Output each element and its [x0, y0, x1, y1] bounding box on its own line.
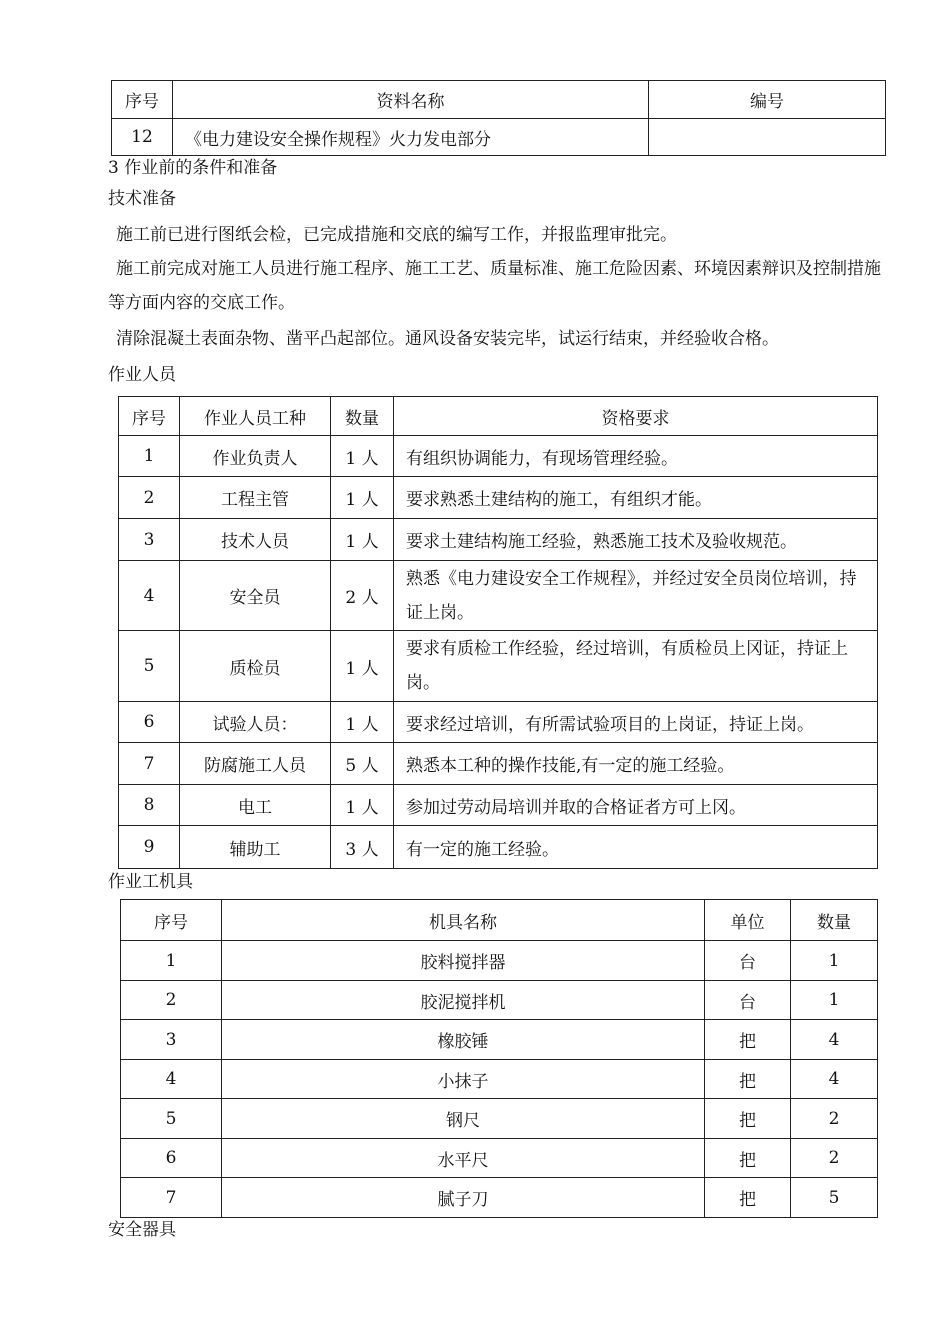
table-row	[121, 1099, 878, 1139]
cell-no: 4	[121, 1060, 222, 1099]
cell-qty: 1 人	[331, 702, 394, 743]
table-row	[119, 743, 878, 785]
cell-no: 9	[119, 826, 180, 869]
tech-prep-paragraph-1: 施工前已进行图纸会检，已完成措施和交底的编写工作，并报监理审批完。	[116, 225, 677, 245]
cell-name: 胶泥搅拌机	[222, 981, 705, 1020]
col-header-qty: 数量	[331, 397, 394, 436]
cell-no: 1	[121, 941, 222, 981]
tools-table	[120, 899, 878, 1218]
cell-unit: 台	[705, 981, 791, 1020]
cell-unit: 把	[705, 1099, 791, 1139]
cell-no: 7	[119, 743, 180, 785]
cell-code	[649, 119, 886, 156]
cell-name: 腻子刀	[222, 1178, 705, 1218]
cell-no: 5	[119, 631, 180, 702]
col-header-no: 序号	[121, 900, 222, 941]
cell-req: 参加过劳动局培训并取的合格证者方可上冈。	[394, 785, 878, 826]
table-row	[121, 1060, 878, 1099]
cell-no: 12	[112, 119, 173, 156]
cell-name: 橡胶锤	[222, 1020, 705, 1060]
cell-unit: 把	[705, 1139, 791, 1178]
table-row	[119, 702, 878, 743]
cell-req: 熟悉《电力建设安全工作规程》，并经过安全员岗位培训，持证上岗。	[394, 561, 878, 631]
cell-name: 《电力建设安全操作规程》火力发电部分	[173, 119, 649, 156]
cell-role: 技术人员	[180, 519, 331, 561]
cell-req: 要求经过培训，有所需试验项目的上岗证，持证上岗。	[394, 702, 878, 743]
table-row	[112, 119, 886, 156]
cell-req: 要求土建结构施工经验，熟悉施工技术及验收规范。	[394, 519, 878, 561]
staff-table	[118, 396, 878, 869]
table-row	[121, 981, 878, 1020]
cell-qty: 1 人	[331, 785, 394, 826]
reference-table	[111, 80, 886, 156]
cell-role: 试验人员：	[180, 702, 331, 743]
col-header-qty: 数量	[791, 900, 878, 941]
section-title: 3 作业前的条件和准备	[108, 158, 278, 178]
cell-no: 6	[119, 702, 180, 743]
cell-qty: 4	[791, 1060, 878, 1099]
cell-qty: 1	[791, 941, 878, 981]
cell-qty: 2 人	[331, 561, 394, 631]
col-header-name: 机具名称	[222, 900, 705, 941]
cell-unit: 把	[705, 1178, 791, 1218]
cell-qty: 1 人	[331, 436, 394, 477]
safety-title: 安全器具	[108, 1220, 176, 1240]
cell-role: 电工	[180, 785, 331, 826]
table-header-row	[119, 397, 878, 436]
cell-qty: 1 人	[331, 631, 394, 702]
table-row	[119, 519, 878, 561]
cell-role: 辅助工	[180, 826, 331, 869]
cell-qty: 3 人	[331, 826, 394, 869]
cell-name: 钢尺	[222, 1099, 705, 1139]
cell-req: 要求熟悉土建结构的施工，有组织才能。	[394, 477, 878, 519]
cell-no: 5	[121, 1099, 222, 1139]
table-row	[119, 785, 878, 826]
table-row	[121, 941, 878, 981]
cell-role: 质检员	[180, 631, 331, 702]
tech-prep-paragraph-2: 施工前完成对施工人员进行施工程序、施工工艺、质量标准、施工危险因素、环境因素辩识及控制措施等方面内容的交底工作。	[108, 259, 881, 313]
cell-req: 熟悉本工种的操作技能,有一定的施工经验。	[394, 743, 878, 785]
tools-title: 作业工机具	[108, 872, 193, 892]
cell-role: 防腐施工人员	[180, 743, 331, 785]
cell-req: 有一定的施工经验。	[394, 826, 878, 869]
cell-name: 胶料搅拌器	[222, 941, 705, 981]
table-header-row	[121, 900, 878, 941]
cell-qty: 4	[791, 1020, 878, 1060]
tech-prep-paragraph-3: 清除混凝土表面杂物、凿平凸起部位。通风设备安装完毕，试运行结束，并经验收合格。	[116, 329, 779, 349]
cell-qty: 2	[791, 1139, 878, 1178]
tech-prep-title: 技术准备	[108, 189, 176, 209]
cell-no: 3	[119, 519, 180, 561]
cell-no: 6	[121, 1139, 222, 1178]
cell-role: 工程主管	[180, 477, 331, 519]
cell-qty: 2	[791, 1099, 878, 1139]
table-row	[119, 561, 878, 631]
cell-unit: 把	[705, 1060, 791, 1099]
col-header-role: 作业人员工种	[180, 397, 331, 436]
cell-no: 4	[119, 561, 180, 631]
col-header-unit: 单位	[705, 900, 791, 941]
cell-qty: 5	[791, 1178, 878, 1218]
cell-unit: 把	[705, 1020, 791, 1060]
cell-qty: 1 人	[331, 519, 394, 561]
table-row	[119, 477, 878, 519]
cell-no: 2	[119, 477, 180, 519]
table-row	[121, 1020, 878, 1060]
cell-name: 小抹子	[222, 1060, 705, 1099]
table-header-row	[112, 81, 886, 119]
table-row	[119, 631, 878, 702]
cell-qty: 5 人	[331, 743, 394, 785]
table-row	[121, 1139, 878, 1178]
cell-name: 水平尺	[222, 1139, 705, 1178]
cell-qty: 1	[791, 981, 878, 1020]
cell-no: 2	[121, 981, 222, 1020]
col-header-no: 序号	[112, 81, 173, 119]
cell-unit: 台	[705, 941, 791, 981]
cell-no: 8	[119, 785, 180, 826]
cell-no: 7	[121, 1178, 222, 1218]
col-header-req: 资格要求	[394, 397, 878, 436]
cell-qty: 1 人	[331, 477, 394, 519]
staff-title: 作业人员	[108, 365, 176, 385]
cell-req: 有组织协调能力，有现场管理经验。	[394, 436, 878, 477]
table-row	[121, 1178, 878, 1218]
cell-req: 要求有质检工作经验，经过培训，有质检员上冈证，持证上岗。	[394, 631, 878, 702]
table-row	[119, 826, 878, 869]
cell-no: 3	[121, 1020, 222, 1060]
table-row	[119, 436, 878, 477]
cell-role: 安全员	[180, 561, 331, 631]
col-header-name: 资料名称	[173, 81, 649, 119]
cell-no: 1	[119, 436, 180, 477]
col-header-no: 序号	[119, 397, 180, 436]
cell-role: 作业负责人	[180, 436, 331, 477]
col-header-code: 编号	[649, 81, 886, 119]
